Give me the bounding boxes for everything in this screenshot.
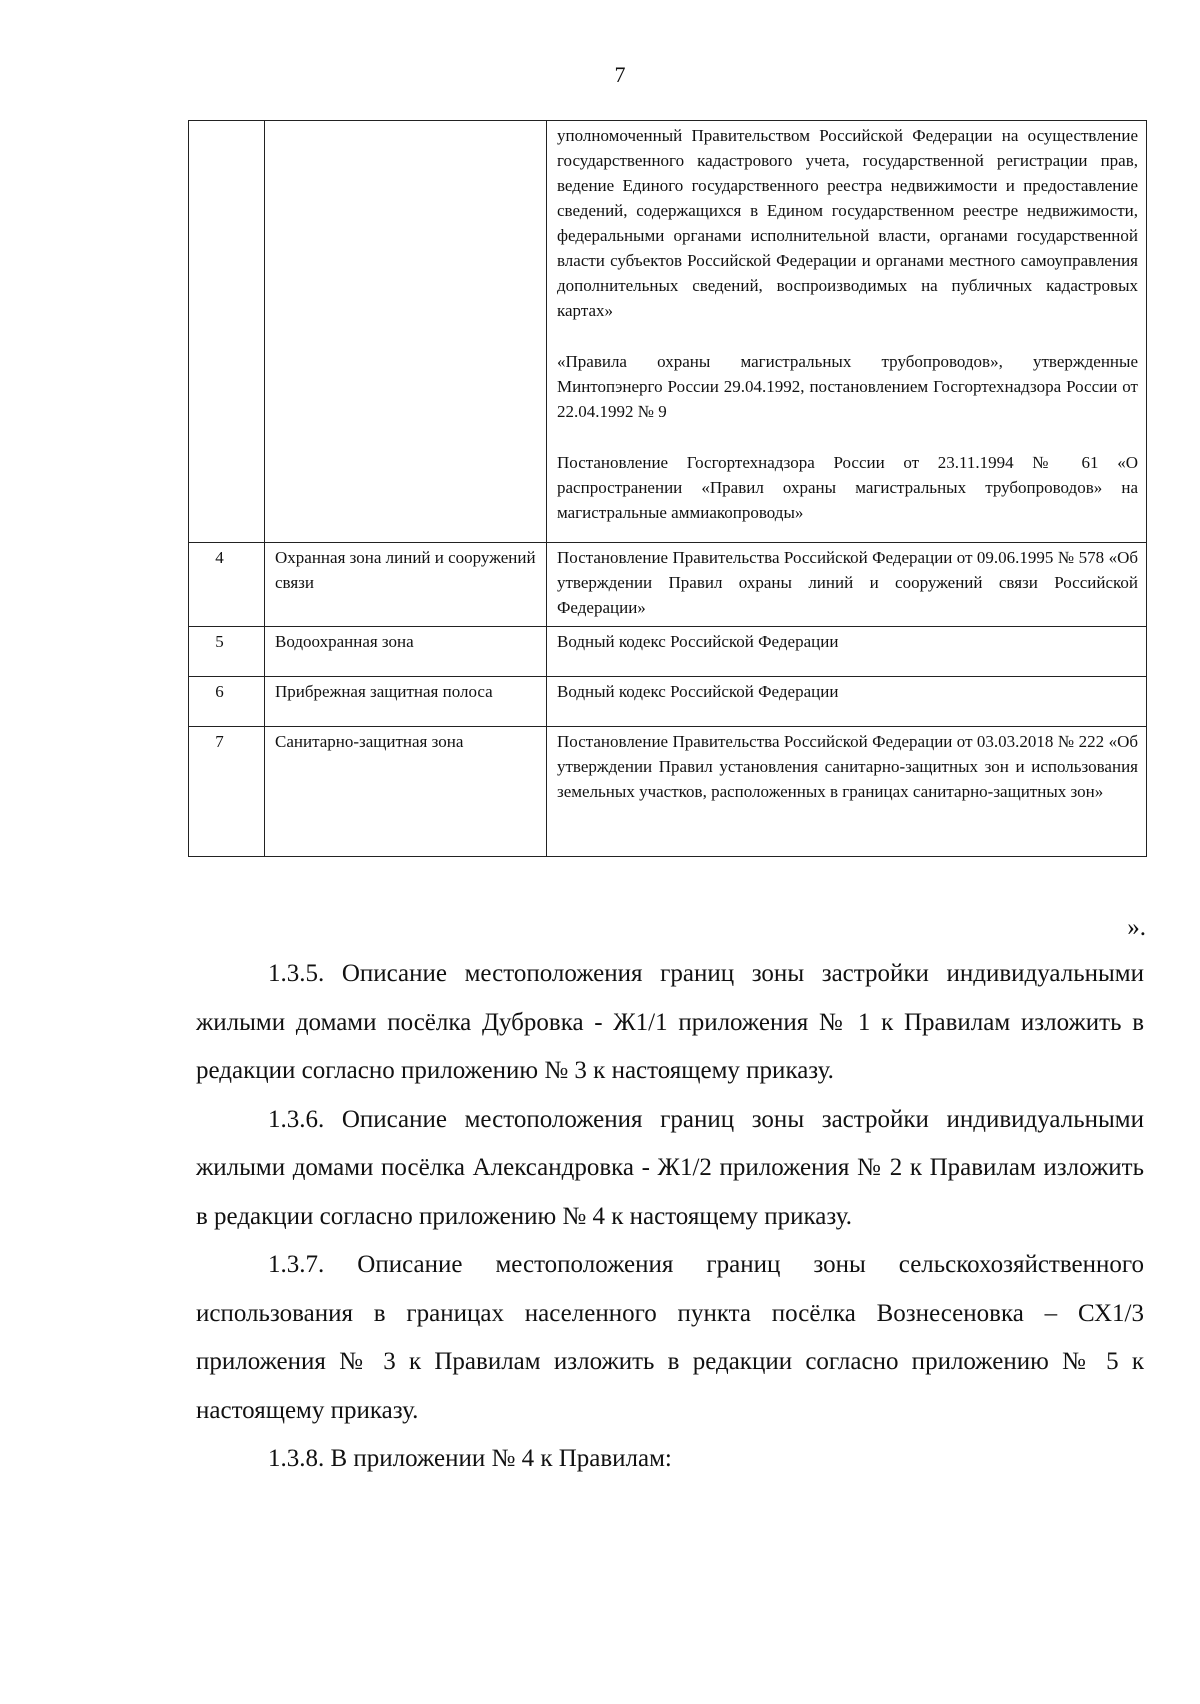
zone-name [265,121,547,543]
legal-basis-text: Постановление Госгортехнадзора России от 23.11.1994 № 61 «О распространении «Правил охраны магистральных трубопроводов» на магистральные аммиакопроводы» [557,453,1138,522]
closing-quote: ». [1127,914,1146,941]
legal-basis-text: Постановление Правительства Российской Федерации от 03.03.2018 № 222 «Об утверждении Правил установления санитарно-защитных зон и использования земельных участков, расположенных в границах санитарно-защитных зон» [557,732,1138,801]
legal-basis [547,727,1147,857]
row-number: 7 [189,727,265,857]
table-row [189,627,1147,677]
row-number: 6 [189,677,265,727]
legal-basis-text: Водный кодекс Российской Федерации [557,682,839,701]
legal-basis-text: Постановление Правительства Российской Федерации от 09.06.1995 № 578 «Об утверждении Правил охраны линий и сооружений связи Российской Федерации» [557,548,1138,617]
legal-basis [547,627,1147,677]
zone-name: Прибрежная защитная полоса [265,677,547,727]
row-number: 4 [189,543,265,627]
legal-basis [547,677,1147,727]
page-number: 7 [614,62,626,87]
legal-basis-text: «Правила охраны магистральных трубопроводов», утвержденные Минтопэнерго России 29.04.1992, постановлением Госгортехнадзора России от 22.04.1992 № 9 [557,352,1138,421]
table-row [189,121,1147,543]
table-row [189,727,1147,857]
row-number: 5 [189,627,265,677]
zone-name: Охранная зона линий и сооружений связи [265,543,547,627]
table-row [189,543,1147,627]
row-number [189,121,265,543]
legal-basis-text: Водный кодекс Российской Федерации [557,632,839,651]
legal-basis-text: уполномоченный Правительством Российской Федерации на осуществление государственного кадастрового учета, государственной регистрации прав, ведение Единого государственного реестра недвижимости и предоставление сведений, содержащихся в Едином государственном реестре недвижимости, федеральными органами исполнительной власти, органами государственной власти субъектов Российской Федерации и органами местного самоуправления дополнительных сведений, воспроизводимых на публичных кадастровых картах» [557,126,1138,320]
zones-table [188,120,1147,857]
paragraph: 1.3.6. Описание местоположения границ зоны застройки индивидуальными жилыми домами посёлка Александровка - Ж1/2 приложения № 2 к Правилам изложить в редакции согласно приложению № 4 к настоящему приказу. [196,1105,1144,1230]
legal-basis [547,543,1147,627]
zone-name: Санитарно-защитная зона [265,727,547,857]
zone-name: Водоохранная зона [265,627,547,677]
paragraph: 1.3.7. Описание местоположения границ зоны сельскохозяйственного использования в границах населенного пункта посёлка Вознесеновка – СХ1/3 приложения № 3 к Правилам изложить в редакции согласно приложению № 5 к настоящему приказу. [196,1251,1144,1424]
table-row [189,677,1147,727]
body-text [196,950,1144,1484]
paragraph: 1.3.8. В приложении № 4 к Правилам: [268,1445,672,1472]
paragraph: 1.3.5. Описание местоположения границ зоны застройки индивидуальными жилыми домами посёлка Дубровка - Ж1/1 приложения № 1 к Правилам изложить в редакции согласно приложению № 3 к настоящему приказу. [196,960,1144,1084]
legal-basis [547,121,1147,543]
